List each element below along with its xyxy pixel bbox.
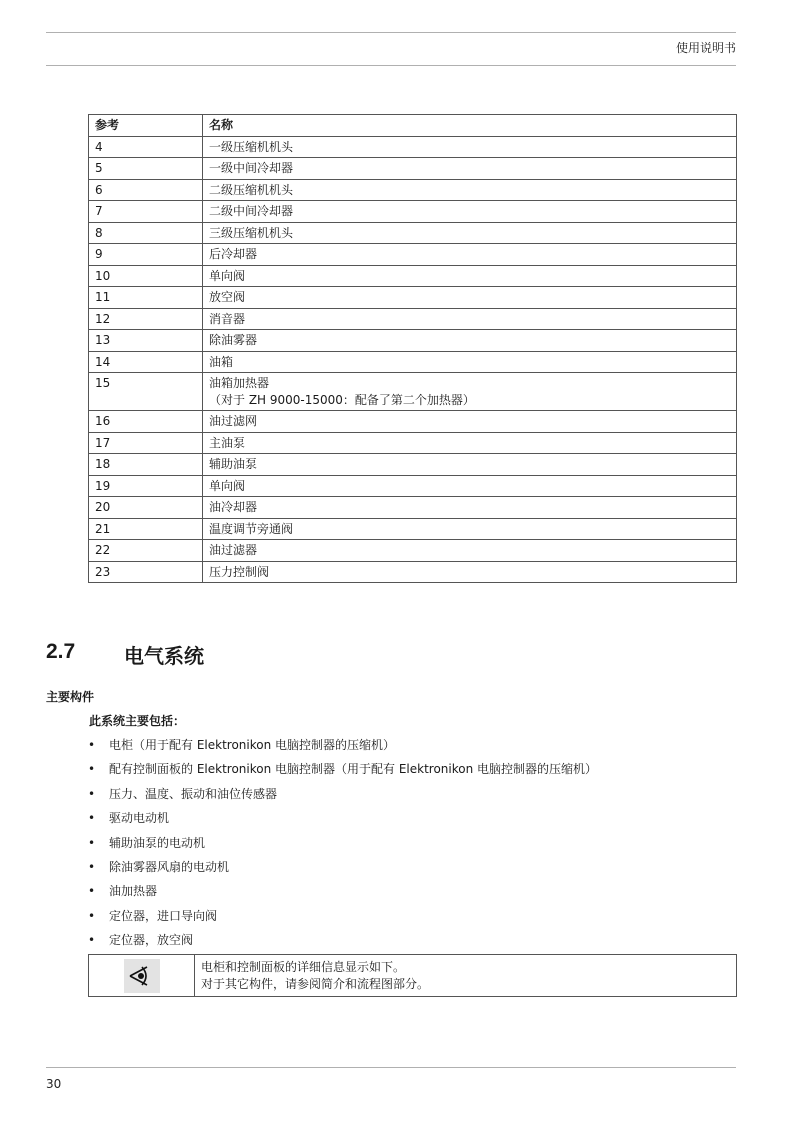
reference-table: [88, 114, 737, 583]
name-cell: [203, 454, 737, 476]
table-row: [89, 432, 737, 454]
ref-cell: 5: [89, 158, 203, 180]
list-item-text: 定位器，放空阀: [109, 933, 194, 948]
list-item: [88, 908, 597, 932]
column-header-name: 名称: [203, 115, 737, 137]
name-cell: [203, 308, 737, 330]
bullet-icon: •: [88, 811, 96, 826]
footer-rule: [46, 1067, 736, 1068]
name-text: 单向阀: [209, 268, 246, 283]
ref-cell: 22: [89, 540, 203, 562]
bullet-icon: •: [88, 933, 96, 948]
list-item: [88, 932, 597, 956]
ref-cell: 12: [89, 308, 203, 330]
name-text: 后冷却器: [209, 247, 258, 261]
name-cell: [203, 201, 737, 223]
table-row: [89, 265, 737, 287]
name-text: 除油雾器: [209, 333, 258, 347]
name-cell: [203, 330, 737, 352]
name-cell: [203, 518, 737, 540]
bullet-icon: •: [88, 908, 96, 923]
bullet-icon: •: [88, 762, 96, 777]
table-row: [89, 411, 737, 433]
list-item: [88, 883, 597, 907]
ref-cell: 15: [89, 373, 203, 411]
table-row: [89, 454, 737, 476]
table-row: [89, 136, 737, 158]
table-row: [89, 287, 737, 309]
list-item: [88, 835, 597, 859]
note-box: [88, 954, 737, 997]
table-row: [89, 518, 737, 540]
name-cell: [203, 244, 737, 266]
bullet-icon: •: [88, 859, 96, 874]
list-item-text: 电柜（用于配有 Elektronikon 电脑控制器的压缩机）: [109, 738, 396, 752]
ref-cell: 13: [89, 330, 203, 352]
table-row: [89, 373, 737, 411]
name-cell: [203, 222, 737, 244]
name-text: 温度调节旁通阀: [209, 521, 294, 536]
bullet-icon: •: [88, 884, 96, 899]
list-item-text: 驱动电动机: [109, 811, 170, 826]
name-text: 一级压缩机机头: [209, 139, 294, 154]
list-item-text: 辅助油泵的电动机: [109, 835, 206, 850]
ref-cell: 23: [89, 561, 203, 583]
ref-cell: 7: [89, 201, 203, 223]
table-header-row: [89, 115, 737, 137]
ref-cell: 16: [89, 411, 203, 433]
note-text: [195, 955, 737, 997]
name-cell: [203, 136, 737, 158]
name-text: 油冷却器: [209, 500, 258, 514]
name-text: 油过滤器: [209, 543, 258, 557]
name-cell: [203, 287, 737, 309]
name-cell: [203, 411, 737, 433]
list-item: [88, 737, 597, 761]
header-title: 使用说明书: [675, 41, 736, 55]
list-item-text: 除油雾器风扇的电动机: [109, 859, 230, 874]
table-row: [89, 244, 737, 266]
name-cell: [203, 158, 737, 180]
table-row: [89, 351, 737, 373]
table-row: [89, 308, 737, 330]
header-rule-top: [46, 32, 736, 33]
section-number: 2.7: [46, 640, 76, 663]
table-row: [89, 158, 737, 180]
name-text: 油过滤网: [209, 414, 258, 428]
note-icon-cell: [89, 955, 195, 997]
ref-cell: 20: [89, 497, 203, 519]
ref-cell: 19: [89, 475, 203, 497]
name-cell: [203, 497, 737, 519]
table-row: [89, 222, 737, 244]
list-item: [88, 786, 597, 810]
table-row: [89, 540, 737, 562]
name-cell: [203, 265, 737, 287]
name-text: 二级压缩机机头: [209, 182, 294, 197]
page-number: 30: [46, 1077, 62, 1091]
table-row: [89, 497, 737, 519]
ref-cell: 11: [89, 287, 203, 309]
table-row: [89, 179, 737, 201]
ref-cell: 6: [89, 179, 203, 201]
list-item: [88, 810, 597, 834]
name-text: 三级压缩机机头: [209, 225, 294, 240]
name-cell: [203, 540, 737, 562]
table-row: [89, 475, 737, 497]
list-item-text: 压力、温度、振动和油位传感器: [109, 786, 278, 801]
list-item-text: 配有控制面板的 Elektronikon 电脑控制器（用于配有 Elektronikon 电脑控制器的压缩机）: [109, 762, 598, 777]
bullet-icon: •: [88, 738, 96, 752]
name-text: 压力控制阀: [209, 564, 270, 579]
ref-cell: 17: [89, 432, 203, 454]
note-line-2: 对于其它构件，请参阅简介和流程图部分。: [201, 976, 430, 991]
bullet-icon: •: [88, 835, 96, 850]
name-text: 消音器: [209, 311, 246, 326]
name-cell: [203, 432, 737, 454]
table-row: [89, 561, 737, 583]
name-text: 单向阀: [209, 478, 246, 493]
ref-cell: 9: [89, 244, 203, 266]
ref-cell: 4: [89, 136, 203, 158]
subheading: 主要构件: [46, 690, 95, 704]
ref-cell: 10: [89, 265, 203, 287]
list-item-text: 定位器，进口导向阀: [109, 908, 218, 923]
name-text: 二级中间冷却器: [209, 204, 294, 218]
name-text: 主油泵: [209, 435, 246, 450]
name-cell: [203, 373, 737, 411]
name-note: （对于 ZH 9000-15000：配备了第二个加热器）: [209, 392, 475, 407]
name-cell: [203, 351, 737, 373]
intro-text: 此系统主要包括：: [89, 714, 186, 728]
name-text: 油箱: [209, 354, 234, 369]
ref-cell: 21: [89, 518, 203, 540]
list-item: [88, 859, 597, 883]
name-cell: [203, 475, 737, 497]
eye-icon: [124, 959, 160, 993]
name-text: 辅助油泵: [209, 457, 258, 471]
table-row: [89, 201, 737, 223]
ref-cell: 14: [89, 351, 203, 373]
name-cell: [203, 561, 737, 583]
column-header-ref: 参考: [89, 115, 203, 137]
name-text: 一级中间冷却器: [209, 161, 294, 175]
table-row: [89, 330, 737, 352]
list-item-text: 油加热器: [109, 884, 158, 899]
list-item: [88, 761, 597, 785]
ref-cell: 18: [89, 454, 203, 476]
component-list: [88, 737, 597, 957]
name-text: 放空阀: [209, 290, 246, 304]
header-rule-bottom: [46, 65, 736, 66]
ref-cell: 8: [89, 222, 203, 244]
note-line-1: 电柜和控制面板的详细信息显示如下。: [201, 960, 406, 974]
section-title: 电气系统: [124, 644, 204, 668]
name-cell: [203, 179, 737, 201]
name-text: 油箱加热器: [209, 376, 270, 390]
bullet-icon: •: [88, 786, 96, 801]
